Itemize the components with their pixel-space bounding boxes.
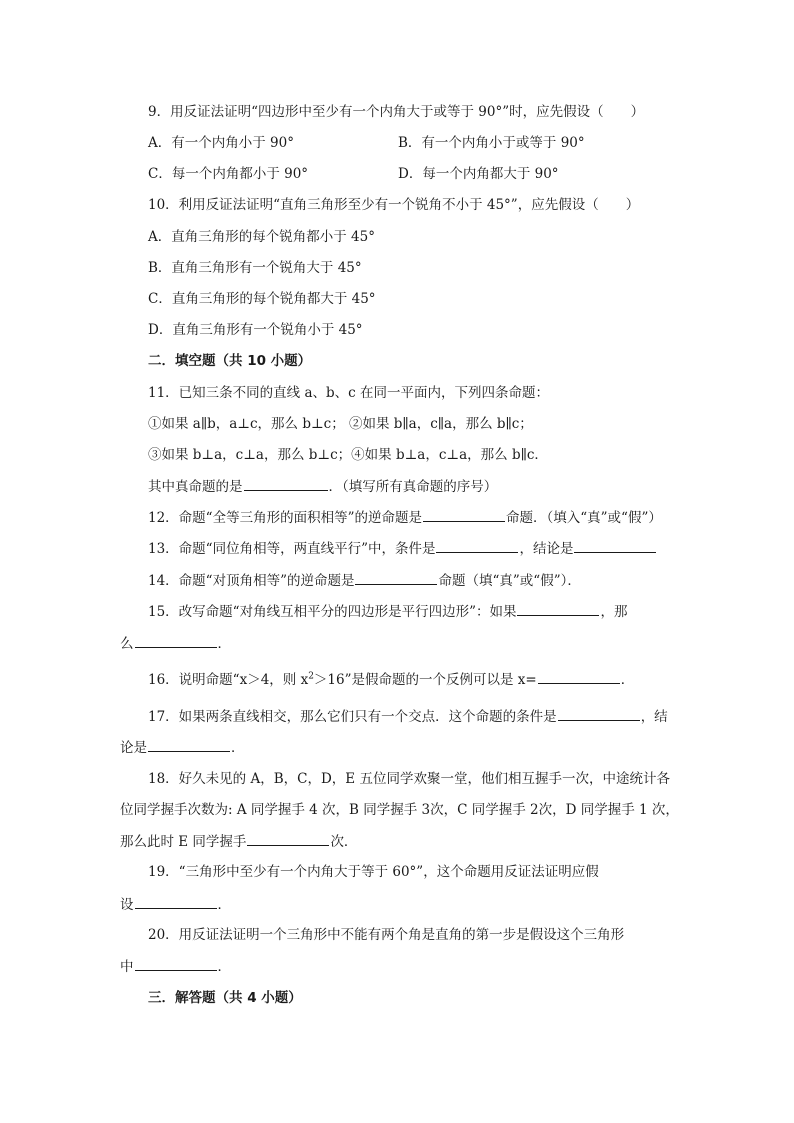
q18-line3 (120, 831, 357, 852)
q15-continuation: 么 (120, 636, 134, 652)
q11-line3-suffix: ．（填写所有真命题的序号） (328, 479, 498, 495)
answer-blank[interactable] (148, 737, 230, 752)
section-heading-fill-in: 二．填空题（共 10 小题） (148, 353, 312, 369)
q12 (148, 507, 662, 528)
q18-line2: 位同学握手次数为: A 同学握手 4 次，B 同学握手 3次，C 同学握手 2次，D 同学握手 1 次， (120, 802, 679, 818)
q20-line1: 20．用反证法证明一个三角形中不能有两个角是直角的第一步是假设这个三角形 (148, 927, 625, 943)
q16 (148, 669, 634, 690)
q17-suffix: ，结 (640, 709, 668, 725)
answer-blank[interactable] (574, 538, 656, 553)
q9-option-d: D．每一个内角都大于 90° (398, 166, 559, 182)
q11-line3 (148, 476, 497, 497)
q15-line2 (120, 633, 231, 654)
q9-option-c: C．每一个内角都小于 90° (148, 166, 309, 182)
q10-option-a: A．直角三角形的每个锐角都小于 45° (148, 229, 375, 245)
q18-line3-suffix: 次． (330, 834, 358, 850)
q10-option-d: D．直角三角形有一个锐角小于 45° (148, 322, 363, 338)
q16-exponent: 2 (308, 671, 314, 682)
q14-prefix: 14．命题“对顶角相等”的逆命题是 (148, 573, 355, 589)
q15-prefix: 15．改写命题“对角线互相平分的四边形是平行四边形”：如果 (148, 604, 517, 620)
answer-blank[interactable] (135, 894, 217, 909)
q19-end: ． (217, 897, 231, 913)
q18-line3-prefix: 那么此时 E 同学握手 (120, 834, 247, 850)
q15-suffix: ，那 (600, 604, 628, 620)
q9-option-b: B．有一个内角小于或等于 90° (398, 135, 585, 151)
q10-stem: 10．利用反证法证明“直角三角形至少有一个锐角不小于 45°”，应先假设（ ） (148, 197, 640, 213)
q20-end: ． (217, 959, 231, 975)
answer-blank[interactable] (538, 669, 620, 684)
q13-prefix: 13．命题“同位角相等，两直线平行”中，条件是 (148, 541, 436, 557)
answer-blank[interactable] (436, 538, 518, 553)
q19-line1: 19．“三角形中至少有一个内角大于等于 60°”，这个命题用反证法证明应假 (148, 864, 599, 880)
answer-blank[interactable] (355, 570, 437, 585)
q10-option-c: C．直角三角形的每个锐角都大于 45° (148, 291, 376, 307)
answer-blank[interactable] (558, 706, 640, 721)
q13 (148, 538, 657, 559)
q9-option-a: A．有一个内角小于 90° (148, 135, 294, 151)
q15-line1 (148, 601, 627, 622)
q10-option-b: B．直角三角形有一个锐角大于 45° (148, 260, 362, 276)
q17-end: ． (231, 740, 245, 756)
q17-line2 (120, 737, 245, 758)
q17-continuation: 论是 (120, 740, 147, 756)
q19-continuation: 设 (120, 897, 134, 913)
answer-blank[interactable] (423, 507, 505, 522)
answer-blank[interactable] (135, 956, 217, 971)
q20-line2 (120, 956, 231, 977)
q18-line1: 18．好久未见的 A，B，C，D，E 五位同学欢聚一堂，他们相互握手一次，中途统计各 (148, 771, 670, 787)
q9-stem: 9．用反证法证明“四边形中至少有一个内角大于或等于 90°”时，应先假设（ ） (148, 104, 645, 120)
q15-end: ． (217, 636, 231, 652)
q13-middle: ，结论是 (519, 541, 574, 557)
q12-suffix: 命题．（填入“真”或“假”） (505, 510, 662, 526)
section-heading-solve: 三．解答题（共 4 小题） (148, 990, 302, 1006)
answer-blank[interactable] (244, 476, 328, 491)
q11-line3-prefix: 其中真命题的是 (148, 479, 243, 495)
q11-stem: 11．已知三条不同的直线 a、b、c 在同一平面内，下列四条命题： (148, 385, 550, 401)
q16-prefix: 16．说明命题“x＞4，则 x (148, 672, 309, 688)
answer-blank[interactable] (247, 831, 329, 846)
q16-middle: ＞16”是假命题的一个反例可以是 x= (313, 672, 537, 688)
q14 (148, 570, 581, 591)
q14-suffix: 命题（填“真”或“假”）． (438, 573, 581, 589)
q19-line2 (120, 894, 231, 915)
q17-line1 (148, 706, 668, 727)
q17-prefix: 17．如果两条直线相交，那么它们只有一个交点．这个命题的条件是 (148, 709, 557, 725)
q20-continuation: 中 (120, 959, 134, 975)
answer-blank[interactable] (517, 601, 599, 616)
q16-end: ． (620, 672, 635, 688)
q12-prefix: 12．命题“全等三角形的面积相等”的逆命题是 (148, 510, 422, 526)
answer-blank[interactable] (135, 633, 217, 648)
q11-line2: ③如果 b⊥a，c⊥a，那么 b⊥c；④如果 b⊥a，c⊥a，那么 b∥c． (148, 447, 548, 463)
q11-line1: ①如果 a∥b，a⊥c，那么 b⊥c； ②如果 b∥a，c∥a，那么 b∥c； (148, 416, 533, 432)
